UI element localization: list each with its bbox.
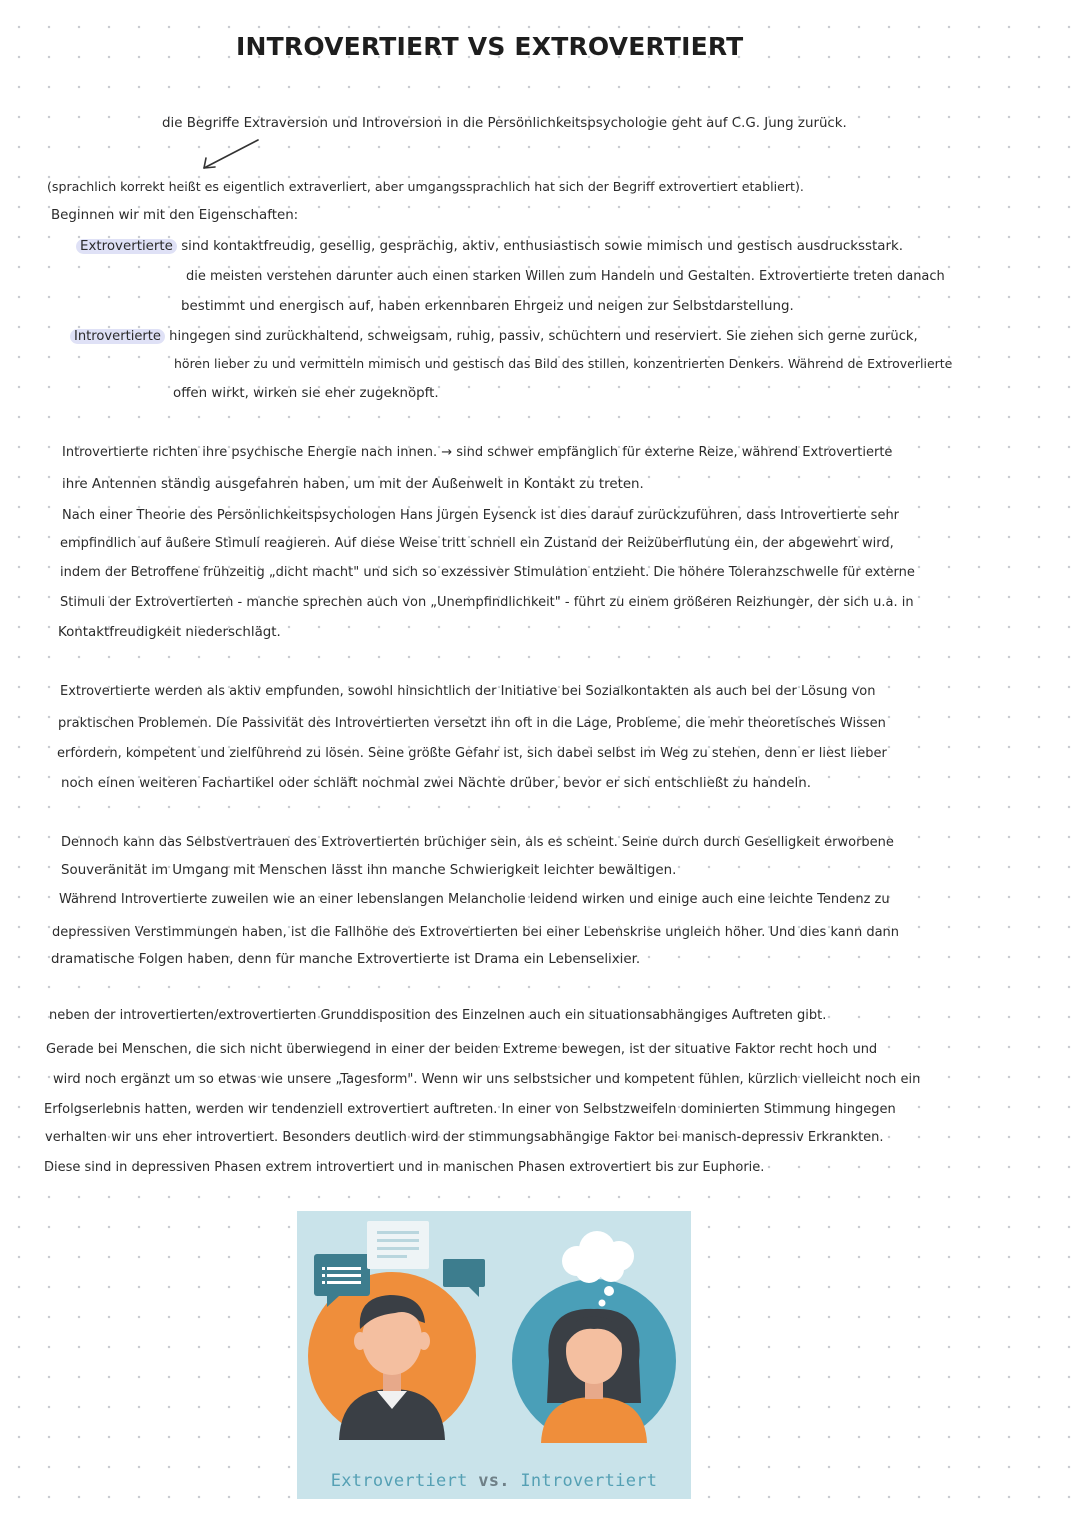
para2-line-1: Extrovertierte werden als aktiv empfunden, sowohl hinsichtlich der Initiative bei Sozialkontakten als auch bei der Lösung von (60, 684, 876, 699)
para1-line-2: ihre Antennen ständig ausgefahren haben, um mit der Außenwelt in Kontakt zu treten. (62, 477, 644, 492)
para1-line-7: Kontaktfreudigkeit niederschlägt. (58, 625, 281, 640)
extro-line-1-text: sind kontaktfreudig, gesellig, gesprächig, aktiv, enthusiastisch sowie mimisch und gestisch ausdrucksstark. (181, 239, 903, 254)
page-title: INTROVERTIERT VS EXTROVERTIERT (236, 32, 744, 61)
para4-line-6: Diese sind in depressiven Phasen extrem introvertiert und in manischen Phasen extrovertiert bis zur Euphorie. (44, 1160, 765, 1175)
intro-line-1: die Begriffe Extraversion und Introversion in die Persönlichkeitspsychologie geht auf C.G. Jung zurück. (162, 116, 847, 131)
chat-bubble-icon (443, 1259, 485, 1297)
extro-line-3: bestimmt und energisch auf, haben erkennbaren Ehrgeiz und neigen zur Selbstdarstellung. (181, 299, 794, 314)
introvert-person-icon (541, 1309, 647, 1443)
para1-line-4: empfindlich auf äußere Stimuli reagieren. Auf diese Weise tritt schnell ein Zustand der Reizüberflutung ein, der abgewehrt wird, (60, 536, 894, 551)
para4-line-1: neben der introvertierten/extrovertierten Grunddisposition des Einzelnen auch ein situationsabhängiges Auftreten gibt. (49, 1008, 827, 1023)
document-bubble-icon (367, 1221, 429, 1269)
extro-line-2: die meisten verstehen darunter auch einen starken Willen zum Handeln und Gestalten. Extrovertierte treten danach (186, 269, 945, 284)
para4-line-4: Erfolgserlebnis hatten, werden wir tendenziell extrovertiert auftreten. In einer von Selbstzweifeln dominierten Stimmung hingegen (44, 1102, 896, 1117)
para4-line-2: Gerade bei Menschen, die sich nicht überwiegend in einer der beiden Extreme bewegen, ist der situative Faktor recht hoch und (46, 1042, 878, 1057)
para3-line-5: dramatische Folgen haben, denn für manche Extrovertierte ist Drama ein Lebenselixier. (51, 952, 641, 967)
para3-line-2: Souveränität im Umgang mit Menschen lässt ihn manche Schwierigkeit leichter bewältigen. (61, 863, 677, 878)
intro-trait-line-3: offen wirkt, wirken sie eher zugeknöpft. (173, 386, 439, 401)
intro-term-highlight: Introvertierte (70, 329, 165, 344)
para1-line-6: Stimuli der Extrovertierten - manche sprechen auch von „Unempfindlichkeit" - führt zu einem größeren Reizhunger, der sich u.a. in (60, 595, 914, 610)
para2-line-3: erfordern, kompetent und zielführend zu lösen. Seine größte Gefahr ist, sich dabei selbst im Weg zu stehen, denn er liest lieber (57, 746, 887, 761)
para4-line-3: wird noch ergänzt um so etwas wie unsere „Tagesform". Wenn wir uns selbstsicher und kompetent fühlen, kürzlich vielleicht noch ein (53, 1072, 921, 1087)
caption-vs: vs. (478, 1471, 510, 1491)
para3-line-4: depressiven Verstimmungen haben, ist die Fallhöhe des Extrovertierten bei einer Lebenskrise ungleich höher. Und dies kann dann (52, 925, 900, 940)
intro-line-2: (sprachlich korrekt heißt es eigentlich extraverliert, aber umgangssprachlich hat sich der Begriff extrovertiert etabliert). (47, 179, 804, 194)
para3-line-1: Dennoch kann das Selbstvertrauen des Extrovertierten brüchiger sein, als es scheint. Seine durch durch Geselligkeit erworbene (61, 835, 894, 850)
para2-line-4: noch einen weiteren Fachartikel oder schläft nochmal zwei Nächte drüber, bevor er sich entschließt zu handeln. (61, 776, 811, 791)
illustration-caption (297, 1471, 691, 1491)
caption-extrovertiert: Extrovertiert (330, 1471, 468, 1491)
para1-line-1: Introvertierte richten ihre psychische Energie nach innen. → sind schwer empfänglich für externe Reize, während Extrovertierte (62, 445, 893, 460)
handdrawn-arrow-icon (196, 136, 266, 176)
para1-line-3: Nach einer Theorie des Persönlichkeitspsychologen Hans Jürgen Eysenck ist dies darauf zurückzuführen, dass Introvertierte sehr (62, 508, 900, 523)
para2-line-2: praktischen Problemen. Die Passivität des Introvertierten versetzt ihn oft in die Lage, Probleme, die mehr theoretisches Wissen (58, 716, 886, 731)
extrovert-vs-introvert-illustration (297, 1211, 691, 1499)
para1-line-5: indem der Betroffene frühzeitig „dicht macht" und sich so exzessiver Stimulation entzieht. Die höhere Toleranzschwelle für externe (60, 565, 915, 580)
extro-term-highlight: Extrovertierte (76, 239, 177, 254)
para3-line-3: Während Introvertierte zuweilen wie an einer lebenslangen Melancholie leidend wirken und einige auch eine leichte Tendenz zu (59, 892, 890, 907)
intro-trait-line-1-text: hingegen sind zurückhaltend, schweigsam, ruhig, passiv, schüchtern und reserviert. Sie ziehen sich gerne zurück, (169, 329, 918, 344)
intro-trait-line-1 (70, 328, 918, 346)
extro-line-1 (76, 238, 903, 256)
caption-introvertiert: Introvertiert (520, 1471, 658, 1491)
intro-trait-line-2: hören lieber zu und vermitteln mimisch und gestisch das Bild des stillen, konzentrierten Denkers. Während de Extroverlierte (174, 356, 953, 371)
para4-line-5: verhalten wir uns eher introvertiert. Besonders deutlich wird der stimmungsabhängige Faktor bei manisch-depressiv Erkrankten. (45, 1130, 884, 1145)
intro-line-3: Beginnen wir mit den Eigenschaften: (51, 208, 299, 223)
